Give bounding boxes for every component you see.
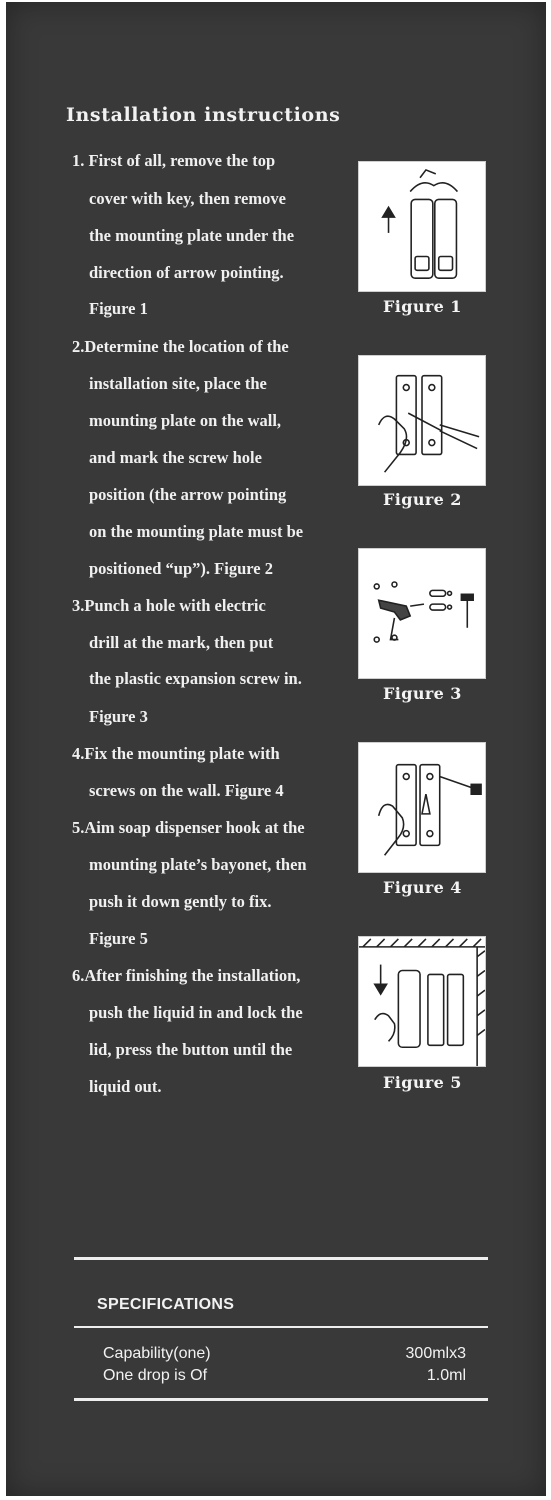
step-3-line-3: the plastic expansion screw in. <box>89 669 302 688</box>
drill-hole-icon <box>359 549 485 678</box>
step-4-line-2: screws on the wall. Figure 4 <box>89 781 284 800</box>
spec-label-drop: One drop is Of <box>103 1367 208 1384</box>
specifications-title: SPECIFICATIONS <box>97 1296 235 1313</box>
figure-4-caption: Figure 4 <box>383 878 462 897</box>
figure-2-image <box>358 355 486 486</box>
step-3-line-1: 3.Punch a hole with electric <box>72 596 266 615</box>
top-divider <box>74 1257 488 1260</box>
step-5-line-4: Figure 5 <box>89 929 148 948</box>
step-6-line-4: liquid out. <box>89 1077 162 1096</box>
bottom-divider <box>74 1398 488 1401</box>
hang-dispenser-icon <box>359 937 485 1066</box>
spec-label-capability: Capability(one) <box>103 1345 211 1362</box>
figure-2-caption: Figure 2 <box>383 490 462 509</box>
dispenser-remove-cover-icon <box>359 162 485 291</box>
step-5-line-3: push it down gently to fix. <box>89 892 272 911</box>
step-6-line-1: 6.After finishing the installation, <box>72 966 301 985</box>
step-2-line-1: 2.Determine the location of the <box>72 337 289 356</box>
step-1-line-5: Figure 1 <box>89 299 148 318</box>
figure-1-caption: Figure 1 <box>383 297 462 316</box>
spec-value-capability: 300mlx3 <box>405 1345 466 1362</box>
step-2-line-2: installation site, place the <box>89 374 267 393</box>
figure-5-caption: Figure 5 <box>383 1073 462 1092</box>
figure-3-caption: Figure 3 <box>383 684 462 703</box>
step-6-line-2: push the liquid in and lock the <box>89 1003 303 1022</box>
step-1-line-1: 1. First of all, remove the top <box>72 151 276 170</box>
spec-divider <box>74 1326 488 1328</box>
figure-1-image <box>358 161 486 292</box>
step-2-line-5: position (the arrow pointing <box>89 485 287 504</box>
figure-3-image <box>358 548 486 679</box>
screw-plate-icon <box>359 743 485 872</box>
step-1-line-4: direction of arrow pointing. <box>89 263 284 282</box>
spec-value-drop: 1.0ml <box>426 1367 466 1384</box>
page-title: Installation instructions <box>66 104 341 126</box>
step-1-line-3: the mounting plate under the <box>89 226 295 245</box>
mark-wall-icon <box>359 356 485 485</box>
step-2-line-3: mounting plate on the wall, <box>89 411 282 430</box>
step-3-line-4: Figure 3 <box>89 707 148 726</box>
figure-4-image <box>358 742 486 873</box>
step-2-line-6: on the mounting plate must be <box>89 522 304 541</box>
step-4-line-1: 4.Fix the mounting plate with <box>72 744 280 763</box>
figure-5-image <box>358 936 486 1067</box>
step-2-line-4: and mark the screw hole <box>89 448 262 467</box>
step-3-line-2: drill at the mark, then put <box>89 633 274 652</box>
step-5-line-1: 5.Aim soap dispenser hook at the <box>72 818 305 837</box>
step-2-line-7: positioned “up”). Figure 2 <box>89 559 273 578</box>
step-6-line-3: lid, press the button until the <box>89 1040 293 1059</box>
step-5-line-2: mounting plate’s bayonet, then <box>89 855 307 874</box>
step-1-line-2: cover with key, then remove <box>89 189 286 208</box>
